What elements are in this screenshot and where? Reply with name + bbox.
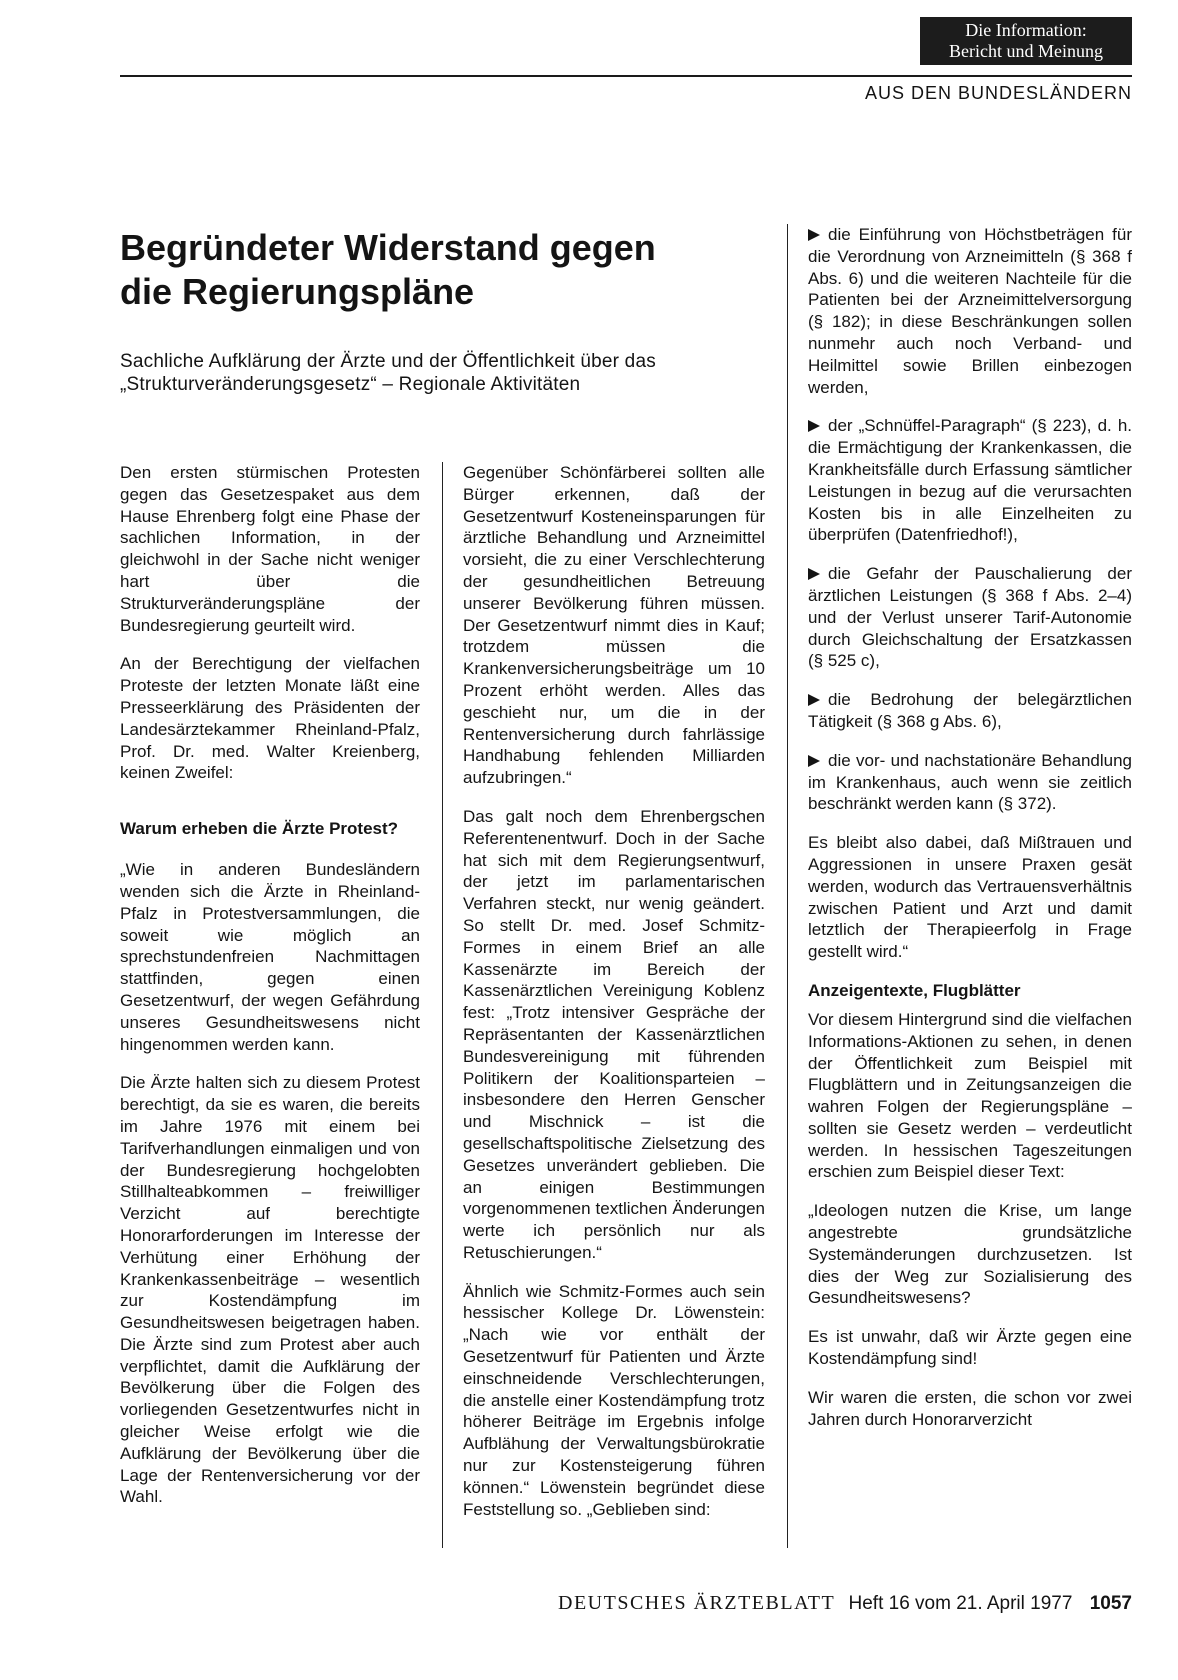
- column-divider-2: [787, 224, 788, 1548]
- paragraph: Das galt noch dem Ehrenbergschen Referentenentwurf. Doch in der Sache hat sich mit dem Regierungsentwurf, der jetzt im parlamentarischen Verfahren steckt, nur wenig geändert. So stellt Dr. med. Josef Schmitz-Formes in einem Brief an alle Kassenärzte im Bereich der Kassenärztlichen Vereinigung Koblenz fest: „Trotz intensiver Gespräche der Repräsentanten der Kassenärztlichen Bundesvereinigung mit führenden Politikern der Koalitionsparteien – insbesondere den Herren Genscher und Mischnick – ist die gesellschaftspolitische Zielsetzung des Gesetzes unverändert geblieben. Die an einigen Bestimmungen vorgenommenen textlichen Änderungen werte ich persönlich nur als Retuschierungen.“: [463, 806, 765, 1262]
- badge-line-1: Die Information:: [965, 20, 1087, 40]
- column-divider-1: [442, 462, 443, 1548]
- section-label: AUS DEN BUNDESLÄNDERN: [864, 83, 1132, 103]
- bullet-text: die Einführung von Höchstbeträgen für die Verordnung von Arzneimitteln (§ 368 f Abs. 6) und die weiteren Nachteile für die Patienten bei der Arzneimittelversorgung (§ 182); in diese Beschränkungen sollen nunmehr auch noch Verband- und Heilmittel sowie Brillen einbezogen werden,: [808, 225, 1132, 397]
- section-heading: Anzeigentexte, Flugblätter: [808, 980, 1021, 1000]
- bullet-text: die vor- und nachstationäre Behandlung im Krankenhaus, auch wenn sie zeitlich beschränkt werden kann (§ 372).: [808, 750, 1132, 814]
- triangle-bullet-icon: [808, 420, 820, 432]
- paragraph: Vor diesem Hintergrund sind die vielfachen Informations-Aktionen zu sehen, in denen der Öffentlichkeit zum Beispiel mit Flugblättern und in Zeitungsanzeigen die wahren Folgen der Regierungspläne – sollten sie Gesetz werden – verdeutlicht werden. In hessischen Tageszeitungen erschien zum Beispiel dieser Text:: [808, 1009, 1132, 1182]
- paragraph: Die Ärzte halten sich zu diesem Protest berechtigt, da sie es waren, die bereits im Jahre 1976 mit einem bei Tarifverhandlungen einmaligen und von der Bundesregierung hochgelobten Stillhalteabkommen – freiwilliger Verzicht auf berechtigte Honorarforderungen im Interesse der Verhütung einer Erhöhung der Krankenkassenbeiträge – wesentlich zur Kostendämpfung im Gesundheitswesen beigetragen haben. Die Ärzte sind zum Protest aber auch verpflichtet, damit die Aufklärung der Bevölkerung über die Folgen des vorliegenden Gesetzentwurfes nicht in gleicher Weise erfolgt wie die Aufklärung der Bevölkerung über die Lage der Rentenversicherung vor der Wahl.: [120, 1073, 420, 1507]
- bullet-text: der „Schnüffel-Paragraph“ (§ 223), d. h. die Ermächtigung der Krankenkassen, die Krankheitsfälle durch Erfassung sämtlicher Leistungen in bezug auf die verursachten Kosten bis in alle Einzelheiten zu überprüfen (Datenfriedhof!),: [808, 416, 1132, 545]
- header-rule: [120, 75, 1132, 77]
- bullet-item: [808, 689, 1132, 733]
- paragraph: „Wie in anderen Bundesländern wenden sich die Ärzte in Rheinland-Pfalz in Protestversammlungen, die soweit wie möglich an sprechstundenfreien Nachmittagen stattfinden, gegen einen Gesetzentwurf, der wegen Gefährdung unseres Gesundheitswesens nicht hingenommen werden kann.: [120, 860, 420, 1054]
- triangle-bullet-icon: [808, 568, 820, 580]
- bullet-item: [808, 750, 1132, 815]
- section-heading: Warum erheben die Ärzte Protest?: [120, 819, 399, 839]
- paragraph: Den ersten stürmischen Protesten gegen das Gesetzespaket aus dem Hause Ehrenberg folgt eine Phase der sachlichen Information, in der gleichwohl in der Sache nicht weniger hart über die Strukturveränderungspläne der Bundesregierung geurteilt wird.: [120, 463, 420, 635]
- article-headline: Begründeter Widerstand gegen die Regierungspläne: [120, 227, 656, 312]
- bullet-text: die Bedrohung der belegärztlichen Tätigkeit (§ 368 g Abs. 6),: [808, 690, 1132, 731]
- article-subhead: Sachliche Aufklärung der Ärzte und der Öffentlichkeit über das „Strukturveränderungsgesetz“ – Regionale Aktivitäten: [120, 351, 656, 395]
- page-footer: [558, 1592, 1132, 1615]
- journal-name: DEUTSCHES ÄRZTEBLATT: [558, 1592, 836, 1614]
- triangle-bullet-icon: [808, 694, 820, 706]
- bullet-item: [808, 224, 1132, 398]
- issue-info: Heft 16 vom 21. April 1977: [848, 1593, 1073, 1614]
- badge-line-2: Bericht und Meinung: [949, 41, 1103, 61]
- paragraph: Gegenüber Schönfärberei sollten alle Bürger erkennen, daß der Gesetzentwurf Kosteneinsparungen für ärztliche Behandlung und Arzneimittel vorsieht, die zu einer Verschlechterung der gesundheitlichen Betreuung unserer Bevölkerung führen müssen. Der Gesetzentwurf nimmt dies in Kauf; trotzdem müssen die Krankenversicherungsbeiträge um 10 Prozent erhöht werden. Alles das geschieht nur, um die in der Rentenversicherung durch fahrlässige Handhabung fehlenden Milliarden aufzubringen.“: [463, 463, 765, 788]
- triangle-bullet-icon: [808, 755, 820, 767]
- bullet-text: die Gefahr der Pauschalierung der ärztlichen Leistungen (§ 368 f Abs. 2–4) und der Verlust unserer Tarif-Autonomie durch Gleichschaltung der Ersatzkassen (§ 525 c),: [808, 564, 1132, 671]
- article-column-2: [463, 462, 765, 1537]
- paragraph: Es ist unwahr, daß wir Ärzte gegen eine Kostendämpfung sind!: [808, 1327, 1132, 1369]
- article-column-3: [808, 224, 1132, 1447]
- bullet-item: [808, 415, 1132, 546]
- article-column-1: [120, 462, 420, 1525]
- paragraph: Ähnlich wie Schmitz-Formes auch sein hessischer Kollege Dr. Löwenstein: „Nach wie vor enthält der Gesetzentwurf für Patienten und Ärzte einschneidende Verschlechterungen, die anstelle einer Kostendämpfung trotz höherer Beiträge im Ergebnis infolge Aufblähung der Verwaltungsbürokratie nur zur Kostensteigerung führen können.“ Löwenstein begründet diese Feststellung so. „Geblieben sind:: [463, 1281, 765, 1519]
- paragraph: An der Berechtigung der vielfachen Proteste der letzten Monate läßt eine Presseerklärung des Präsidenten der Landesärztekammer Rheinland-Pfalz, Prof. Dr. med. Walter Kreienberg, keinen Zweifel:: [120, 654, 420, 783]
- paragraph: Wir waren die ersten, die schon vor zwei Jahren durch Honorarverzicht: [808, 1387, 1132, 1429]
- paragraph: Es bleibt also dabei, daß Mißtrauen und Aggressionen in unsere Praxen gesät werden, wodurch das Vertrauensverhältnis zwischen Patient und Arzt und damit letztlich der Therapieerfolg in Frage gestellt wird.“: [808, 833, 1132, 962]
- section-badge: [920, 17, 1132, 65]
- bullet-item: [808, 563, 1132, 672]
- paragraph: „Ideologen nutzen die Krise, um lange angestrebte grundsätzliche Systemänderungen durchzusetzen. Ist dies der Weg zur Sozialisierung des Gesundheitswesens?: [808, 1201, 1132, 1308]
- page-number: 1057: [1089, 1593, 1132, 1614]
- triangle-bullet-icon: [808, 229, 820, 241]
